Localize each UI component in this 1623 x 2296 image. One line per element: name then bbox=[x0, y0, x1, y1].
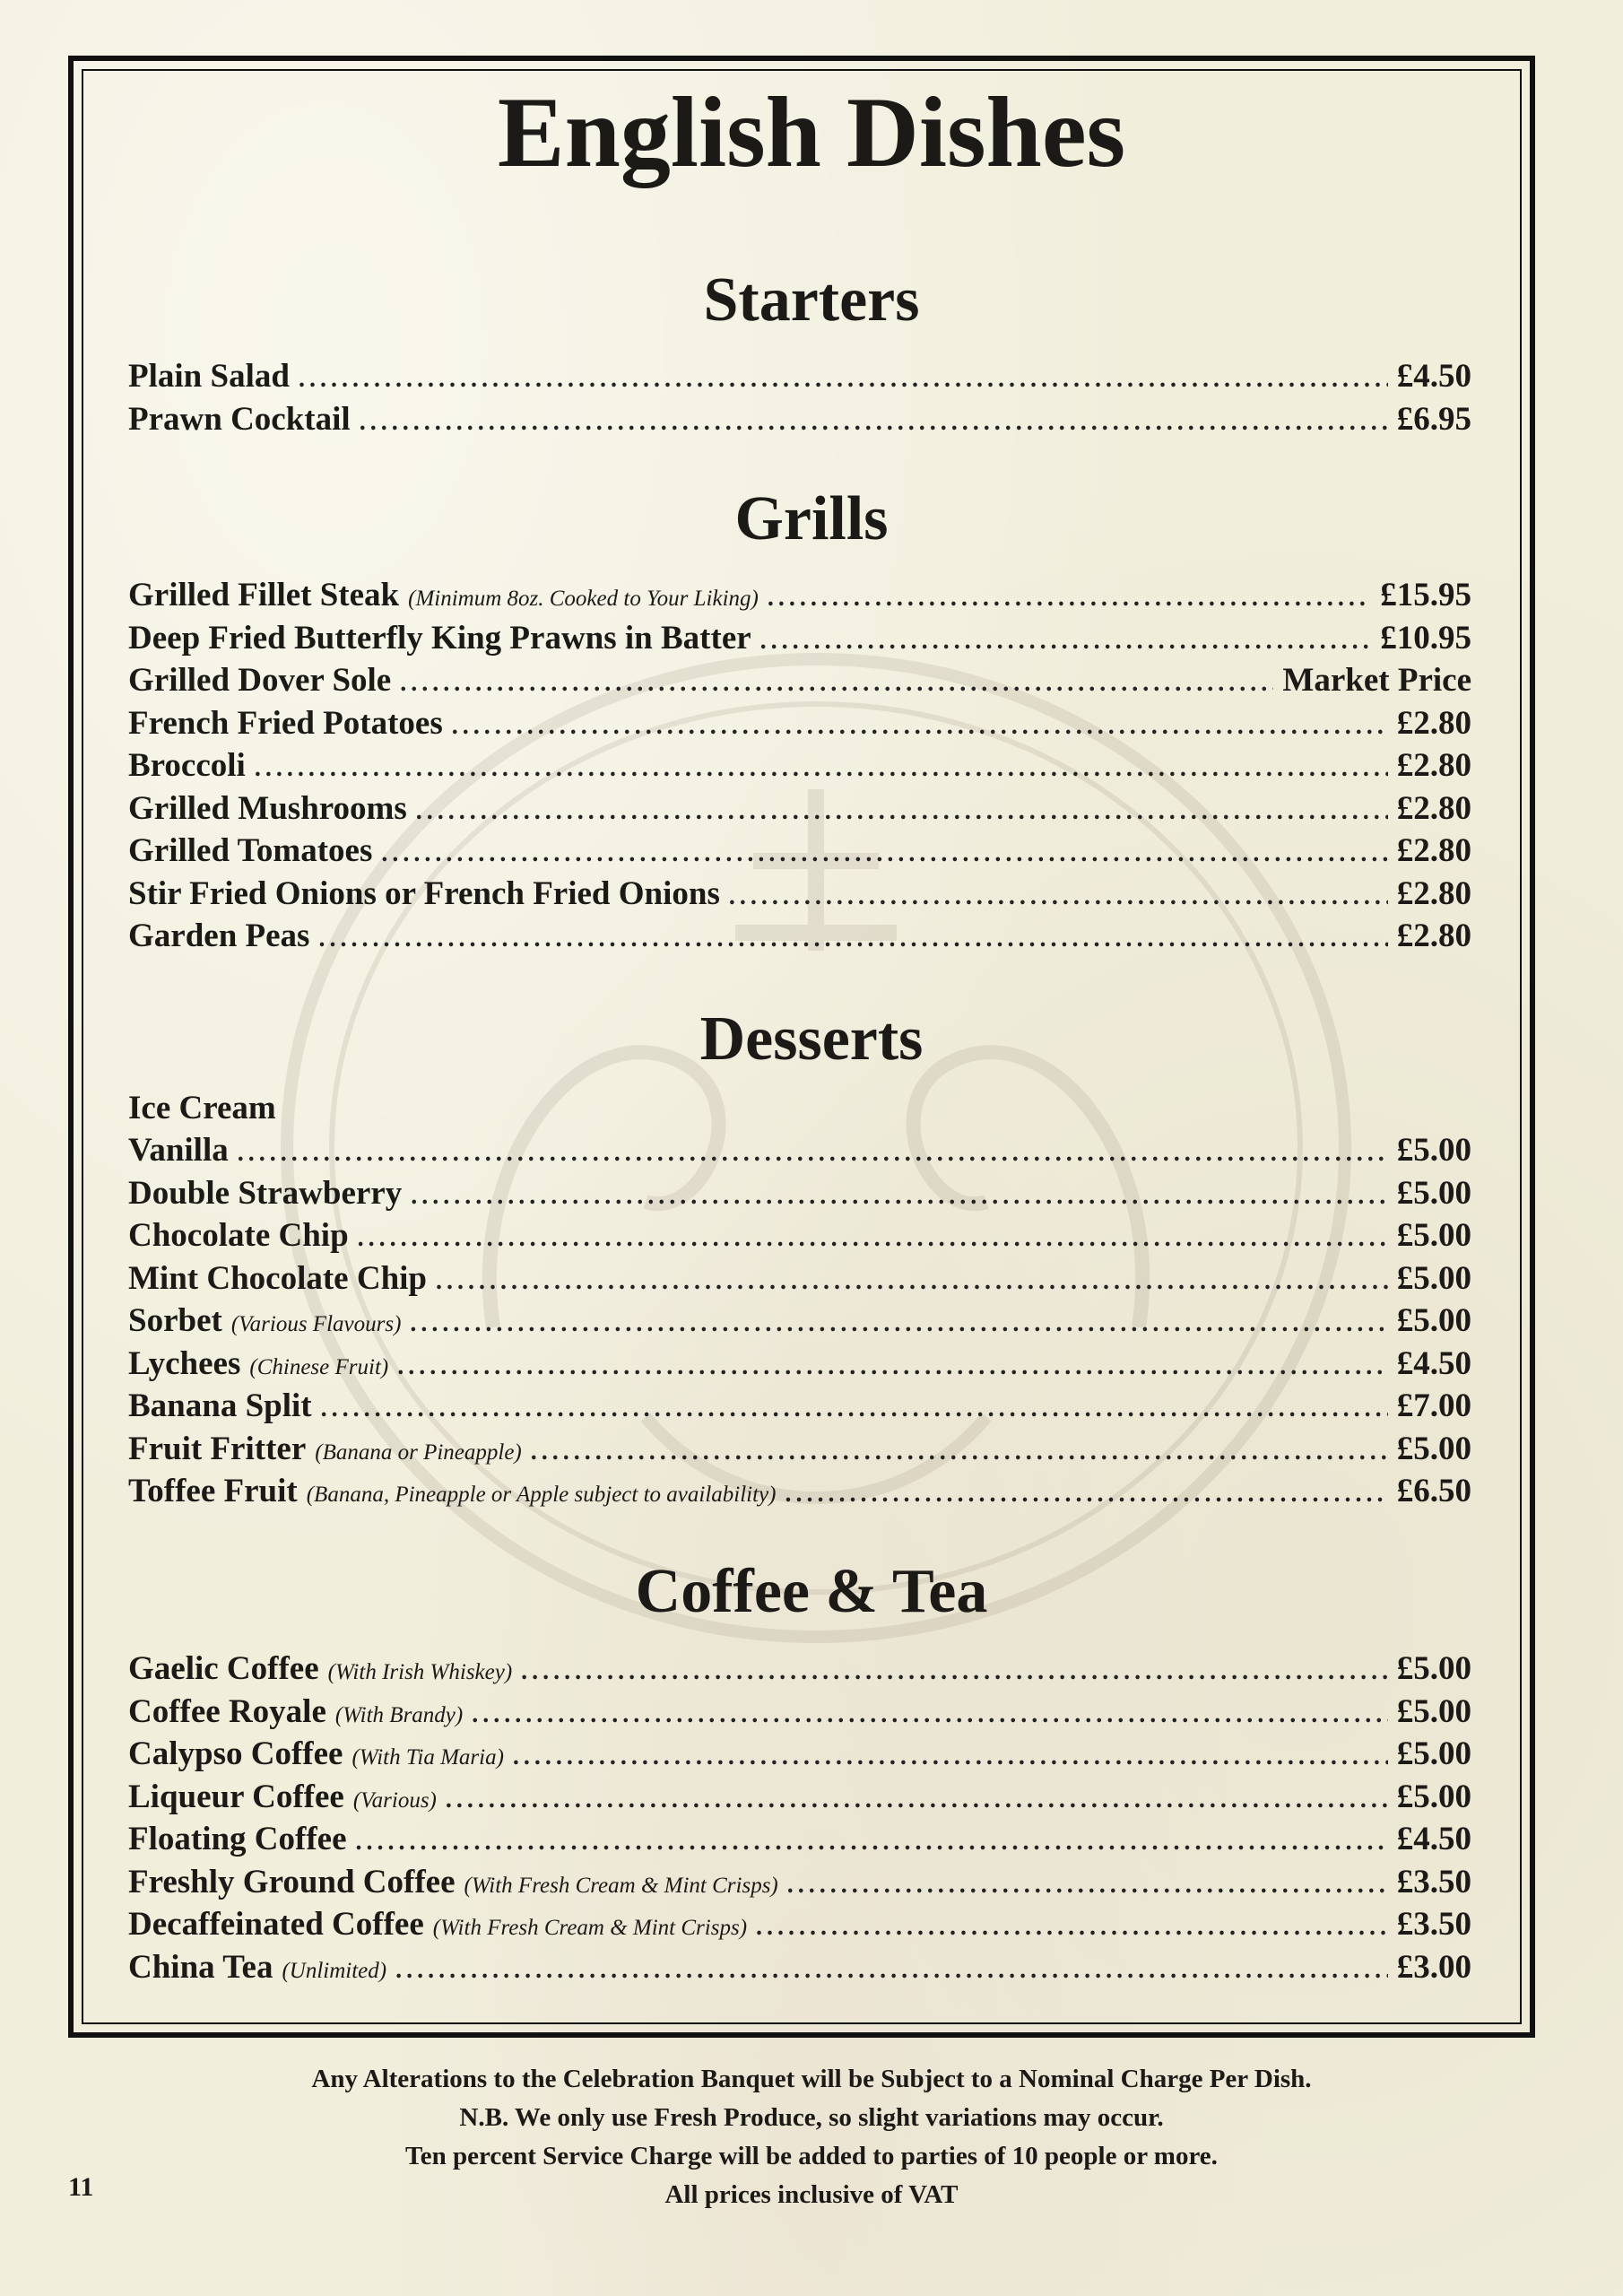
menu-item-name: Vanilla bbox=[128, 1132, 229, 1169]
starters-list bbox=[128, 357, 1471, 442]
dot-leader bbox=[299, 365, 1388, 394]
menu-item-note: (Chinese Fruit) bbox=[249, 1354, 389, 1379]
menu-item-price: £5.00 bbox=[1396, 1650, 1471, 1687]
menu-item-note: (Banana or Pineapple) bbox=[315, 1439, 522, 1465]
menu-item-price: £5.00 bbox=[1396, 1778, 1471, 1815]
menu-item-name: Decaffeinated Coffee bbox=[128, 1906, 424, 1943]
page-title: English Dishes bbox=[497, 77, 1126, 188]
page-number: 11 bbox=[68, 2172, 94, 2202]
section-heading-grills: Grills bbox=[734, 484, 889, 553]
menu-item-name: Prawn Cocktail bbox=[128, 400, 351, 438]
menu-item bbox=[128, 1820, 1471, 1863]
menu-item-price: £3.00 bbox=[1396, 1948, 1471, 1986]
dot-leader bbox=[756, 1913, 1388, 1942]
ice-cream-subheading: Ice Cream bbox=[128, 1090, 276, 1126]
desserts-subheading-block bbox=[128, 1089, 1471, 1132]
dot-leader bbox=[729, 883, 1388, 911]
menu-item-price: £2.80 bbox=[1396, 918, 1471, 954]
menu-item-price: £4.50 bbox=[1396, 1344, 1471, 1382]
footer-line-1: Any Alterations to the Celebration Banquet will be Subject to a Nominal Charge Per Dish. bbox=[311, 2065, 1312, 2093]
menu-item-price: £2.80 bbox=[1396, 789, 1471, 827]
menu-item-name: Garden Peas bbox=[128, 918, 310, 954]
menu-item bbox=[128, 357, 1471, 400]
menu-item-name: Sorbet bbox=[128, 1302, 222, 1339]
menu-item bbox=[128, 1905, 1471, 1948]
dot-leader bbox=[472, 1700, 1388, 1729]
menu-item-note: (Banana, Pineapple or Apple subject to availability) bbox=[306, 1483, 777, 1507]
menu-item-name: Lychees bbox=[128, 1344, 241, 1382]
menu-item-price: £5.00 bbox=[1396, 1430, 1471, 1467]
menu-item-note: (With Fresh Cream & Mint Crisps) bbox=[464, 1873, 778, 1898]
section-heading-desserts: Desserts bbox=[699, 1004, 924, 1074]
menu-item bbox=[128, 1948, 1471, 1991]
menu-item bbox=[128, 1174, 1471, 1217]
menu-item-price: £5.00 bbox=[1396, 1302, 1471, 1339]
menu-item-price: £3.50 bbox=[1396, 1863, 1471, 1900]
menu-item-price: £10.95 bbox=[1380, 619, 1471, 657]
menu-item-price: Market Price bbox=[1282, 662, 1471, 699]
dot-leader bbox=[356, 1828, 1388, 1857]
dot-leader bbox=[395, 1956, 1388, 1985]
menu-item-price: £15.95 bbox=[1380, 577, 1471, 613]
dot-leader bbox=[400, 669, 1273, 698]
menu-item-price: £5.00 bbox=[1396, 1259, 1471, 1297]
menu-item bbox=[128, 400, 1471, 443]
menu-item bbox=[128, 789, 1471, 832]
menu-item-price: £7.00 bbox=[1396, 1387, 1471, 1424]
menu-item bbox=[128, 619, 1471, 662]
menu-item-note: (With Tia Maria) bbox=[352, 1745, 504, 1770]
menu-item bbox=[128, 1649, 1471, 1692]
menu-item-note: (With Brandy) bbox=[334, 1702, 464, 1727]
section-heading-starters: Starters bbox=[703, 265, 920, 335]
menu-item-price: £2.80 bbox=[1396, 832, 1471, 869]
dot-leader bbox=[410, 1309, 1387, 1338]
menu-item bbox=[128, 1131, 1471, 1174]
menu-item bbox=[128, 874, 1471, 918]
dot-leader bbox=[238, 1139, 1388, 1168]
menu-item bbox=[128, 1301, 1471, 1344]
menu-item-name: Plain Salad bbox=[128, 358, 290, 395]
menu-item bbox=[128, 1863, 1471, 1906]
menu-item-name: Banana Split bbox=[128, 1387, 312, 1424]
menu-item-note: (With Irish Whiskey) bbox=[327, 1660, 513, 1684]
menu-item-name: Chocolate Chip bbox=[128, 1217, 349, 1254]
dot-leader bbox=[446, 1786, 1388, 1814]
menu-item-price: £2.80 bbox=[1396, 747, 1471, 784]
menu-item-note: (With Fresh Cream & Mint Crisps) bbox=[432, 1916, 748, 1940]
menu-item-name: China Tea bbox=[128, 1948, 273, 1986]
menu-item-price: £3.50 bbox=[1396, 1906, 1471, 1943]
footer-line-4: All prices inclusive of VAT bbox=[664, 2180, 959, 2209]
menu-item-name: Deep Fried Butterfly King Prawns in Batter bbox=[128, 619, 751, 657]
dot-leader bbox=[255, 754, 1388, 783]
dot-leader bbox=[381, 839, 1387, 868]
menu-item bbox=[128, 746, 1471, 789]
footer-line-3: Ten percent Service Charge will be added to parties of 10 people or more. bbox=[405, 2142, 1218, 2170]
dot-leader bbox=[321, 1395, 1388, 1423]
menu-item-price: £5.00 bbox=[1396, 1735, 1471, 1772]
dot-leader bbox=[436, 1267, 1388, 1296]
menu-item-name: Double Strawberry bbox=[128, 1174, 403, 1212]
menu-item-name: Gaelic Coffee bbox=[128, 1650, 319, 1687]
dot-leader bbox=[787, 1871, 1388, 1900]
dot-leader bbox=[358, 1224, 1388, 1253]
menu-item-price: £5.00 bbox=[1396, 1217, 1471, 1254]
menu-item bbox=[128, 1430, 1471, 1473]
dot-leader bbox=[360, 408, 1388, 437]
dot-leader bbox=[416, 797, 1388, 826]
desserts-list bbox=[128, 1131, 1471, 1515]
menu-item-note: (Various) bbox=[352, 1787, 437, 1813]
menu-item-name: Grilled Mushrooms bbox=[128, 789, 407, 827]
grills-list bbox=[128, 576, 1471, 960]
menu-item-name: Fruit Fritter bbox=[128, 1430, 307, 1467]
section-heading-coffee-tea: Coffee & Tea bbox=[635, 1557, 988, 1626]
menu-item bbox=[128, 1259, 1471, 1302]
menu-item-price: £4.50 bbox=[1396, 1821, 1471, 1857]
menu-item bbox=[128, 576, 1471, 619]
menu-item-price: £5.00 bbox=[1396, 1692, 1471, 1730]
menu-item-price: £2.80 bbox=[1396, 704, 1471, 742]
menu-item-name: Grilled Fillet Steak bbox=[128, 577, 400, 613]
menu-item-note: (Minimum 8oz. Cooked to Your Liking) bbox=[408, 587, 759, 611]
menu-item-name: Calypso Coffee bbox=[128, 1735, 343, 1772]
dot-leader bbox=[318, 925, 1387, 953]
menu-item bbox=[128, 1387, 1471, 1430]
menu-item bbox=[128, 1472, 1471, 1515]
menu-item-name: Broccoli bbox=[128, 747, 246, 784]
menu-item bbox=[128, 1216, 1471, 1259]
menu-item bbox=[128, 1692, 1471, 1735]
menu-item-name: Grilled Dover Sole bbox=[128, 662, 392, 699]
menu-item-price: £6.50 bbox=[1396, 1473, 1471, 1509]
menu-item-price: £5.00 bbox=[1396, 1132, 1471, 1169]
menu-item-name: Liqueur Coffee bbox=[128, 1778, 344, 1815]
footer-line-2: N.B. We only use Fresh Produce, so slight variations may occur. bbox=[459, 2103, 1164, 2132]
menu-item bbox=[128, 704, 1471, 747]
dot-leader bbox=[521, 1657, 1388, 1686]
menu-item-price: £2.80 bbox=[1396, 874, 1471, 912]
menu-item-note: (Various Flavours) bbox=[230, 1312, 402, 1336]
menu-item bbox=[128, 661, 1471, 704]
menu-item-name: Floating Coffee bbox=[128, 1821, 347, 1857]
dot-leader bbox=[768, 584, 1371, 613]
menu-item bbox=[128, 1735, 1471, 1778]
menu-item-note: (Unlimited) bbox=[282, 1958, 387, 1983]
dot-leader bbox=[760, 627, 1372, 656]
menu-item-name: French Fried Potatoes bbox=[128, 704, 443, 742]
menu-item-price: £5.00 bbox=[1396, 1174, 1471, 1212]
menu-item-name: Stir Fried Onions or French Fried Onions bbox=[128, 874, 720, 912]
menu-item bbox=[128, 1778, 1471, 1821]
menu-footer bbox=[0, 2060, 1623, 2214]
menu-item-name: Coffee Royale bbox=[128, 1692, 326, 1730]
dot-leader bbox=[411, 1182, 1388, 1211]
menu-item-name: Freshly Ground Coffee bbox=[128, 1863, 456, 1900]
dot-leader bbox=[785, 1480, 1387, 1509]
menu-item-name: Grilled Tomatoes bbox=[128, 832, 373, 869]
dot-leader bbox=[531, 1438, 1388, 1466]
menu-item-name: Mint Chocolate Chip bbox=[128, 1259, 427, 1297]
menu-item bbox=[128, 831, 1471, 874]
coffee-tea-list bbox=[128, 1649, 1471, 1990]
menu-item bbox=[128, 1344, 1471, 1387]
menu-item-name: Toffee Fruit bbox=[128, 1473, 298, 1509]
dot-leader bbox=[397, 1352, 1388, 1381]
menu-item-price: £4.50 bbox=[1396, 358, 1471, 395]
menu-item bbox=[128, 917, 1471, 960]
dot-leader bbox=[513, 1743, 1388, 1771]
menu-item-price: £6.95 bbox=[1396, 400, 1471, 438]
dot-leader bbox=[452, 712, 1388, 741]
